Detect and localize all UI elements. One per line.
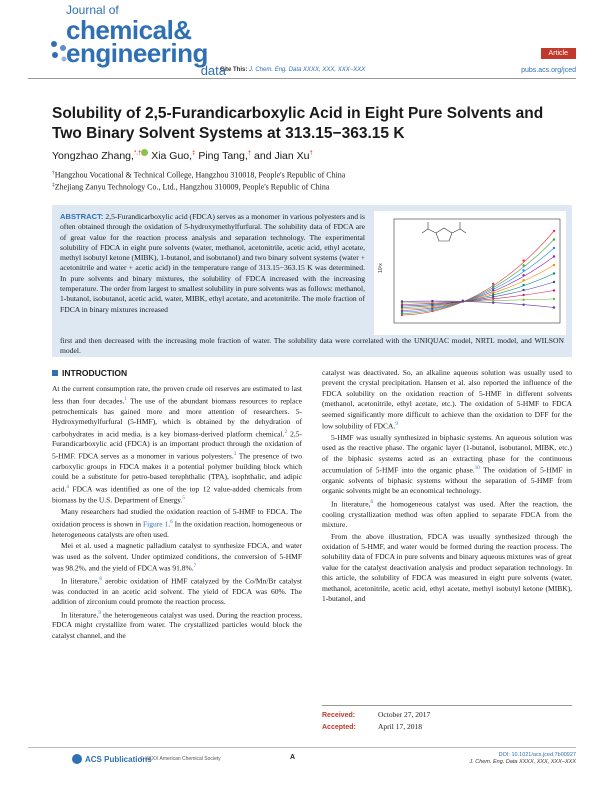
author-list: [52, 149, 313, 162]
affiliation-marker: ‡: [52, 182, 55, 188]
toc-point: [522, 304, 524, 306]
citation-link[interactable]: 6: [370, 499, 373, 505]
section-square-icon: [52, 370, 58, 376]
toc-point: [553, 289, 555, 291]
toc-point: [553, 298, 555, 300]
journal-url-link[interactable]: pubs.acs.org/jced: [521, 67, 576, 74]
toc-point: [522, 279, 524, 281]
abstract-box: [52, 205, 572, 357]
toc-point: [492, 287, 494, 289]
figure-link[interactable]: Figure 1: [142, 519, 169, 529]
right-column: [322, 368, 572, 605]
toc-point: [553, 238, 555, 240]
toc-point: [522, 284, 524, 286]
toc-point: [522, 274, 524, 276]
affiliation-marker: †: [52, 170, 55, 176]
orcid-icon[interactable]: [141, 149, 148, 156]
accepted-label: Accepted:: [322, 724, 356, 731]
journal-name-line1: Journal of: [66, 3, 119, 17]
affiliation: [52, 182, 329, 192]
paragraph: From the above illustration, FDCA was usually synthesized through the oxidation of 5-HMF, and water would be formed during the reaction process. The solubility data of FDCA in pure solvents and binary aqueous mixtures was of great value for the catalyst deactivation analysis and product separation technology. In this article, the solubility of FDCA was measured in eight pure solvents (water, methanol, acetonitrile, acetic acid, ethyl acetate, methyl isobutyl ketone (MIBK), 1-butanol, and: [322, 531, 572, 604]
doi-block: [469, 752, 576, 766]
toc-point: [492, 289, 494, 291]
citation-link[interactable]: 1: [124, 396, 127, 402]
citation-link[interactable]: 10: [474, 466, 480, 472]
section-heading: [52, 368, 302, 378]
toc-y-label: 10³x: [378, 263, 384, 273]
author-name[interactable]: Ping Tang,: [198, 150, 248, 162]
acs-icon: [72, 754, 82, 764]
toc-point: [492, 299, 494, 301]
affiliation-text: Zhejiang Zanyu Technology Co., Ltd., Hangzhou 310009, People's Republic of China: [54, 182, 330, 192]
article-type-badge: Article: [541, 48, 576, 59]
left-column: [52, 368, 302, 642]
footer-citation: J. Chem. Eng. Data XXXX, XXX, XXX−XXX: [469, 759, 576, 765]
toc-point: [553, 247, 555, 249]
journal-logo: [28, 4, 228, 76]
paragraph: In literature,$^8$ aerobic oxidation of HMF catalyzed by the Co/Mn/Br catalyst was conducted in an acetic acid solvent. The yield of FDCA was 60%. The addition of zirconium could promote the reaction process.: [52, 576, 302, 607]
paragraph: In literature,$^6$ the homogeneous catalyst was used. After the reaction, the cooling crystallization method was often applied to separate FDCA from the mixture.: [322, 499, 572, 530]
citation-link[interactable]: 4: [66, 484, 69, 490]
toc-point: [462, 300, 464, 302]
header-divider: [28, 78, 576, 79]
page-number: A: [290, 754, 296, 761]
abstract-body: [60, 212, 365, 315]
doi-link[interactable]: DOI: 10.1021/acs.jced.7b00927: [498, 752, 576, 758]
paragraph: At the current consumption rate, the proven crude oil reserves are estimated to last less than four decades.$^1$ The use of the abundant biomass resources to replace petrochemicals has gained more and more attention of researchers. 5-Hydroxymethylfurfural (5-HMF), which is obtained by the dehydration of carbohydrates in acid media, is a key biomass-derived platform chemical.$^2$ 2,5-Furandicarboxylic acid (FDCA) is an important product through the oxidation of 5-HMF. FDCA serves as a monomer in various polyesters.$^3$ The presence of two carboxylic groups in FDCA makes it a potential polymer building block which could be a substitute for petro-based terephthalic (TPA), isophthalic, and adipic acid.$^4$ FDCA was identified as one of the top 12 value-added chemicals from biomass by the U.S. Department of Energy.$^5$: [52, 384, 302, 505]
author-marker: †: [247, 150, 252, 157]
abstract-continuation: first and then decreased with the increasing mole fraction of water. The solubility data were correlated with the UNIQUAC model, NRTL model, and WILSON model.: [60, 336, 564, 356]
toc-point: [553, 281, 555, 283]
received-label: Received:: [322, 712, 356, 719]
article-dates: [322, 705, 572, 733]
toc-point: [522, 299, 524, 301]
citation-link[interactable]: 6: [170, 519, 173, 525]
citation-link[interactable]: 9: [395, 422, 398, 428]
footer-divider: [28, 747, 576, 748]
abstract-label: ABSTRACT:: [60, 212, 104, 221]
accepted-value: April 17, 2018: [378, 722, 422, 731]
toc-point: [522, 259, 524, 261]
citation-link[interactable]: 3: [233, 451, 237, 457]
toc-point: [401, 300, 403, 302]
author-name[interactable]: Xia Guo,: [151, 150, 193, 162]
affiliation-text: Hangzhou Vocational & Technical College, Hangzhou 310018, People's Republic of China: [54, 170, 346, 180]
dates-divider: [322, 705, 572, 706]
paragraph: Mei et al. used a magnetic palladium catalyst to synthesize FDCA, and water was used as the solvent. Under optimized conditions, the conversion of 5-HMF was 98.2%, and the yield of FDCA was 91.8%.$^7$: [52, 541, 302, 573]
toc-point: [553, 255, 555, 257]
paragraph: Many researchers had studied the oxidation reaction of 5-HMF to FDCA. The oxidation process is shown in Figure 1.$^6$ In the oxidation reaction, homogeneous or heterogeneous catalysts are often used.: [52, 507, 302, 539]
toc-point: [553, 272, 555, 274]
toc-point: [553, 306, 555, 308]
received-date: [322, 709, 572, 721]
toc-point: [492, 297, 494, 299]
affiliation: [52, 170, 345, 180]
author-marker: †: [309, 150, 313, 157]
citation-link[interactable]: 2: [284, 429, 287, 435]
toc-graphic: [374, 211, 566, 335]
section-heading-text: INTRODUCTION: [62, 368, 128, 378]
paragraph: 5-HMF was usually synthesized in biphasic systems. An aqueous solution was used as the reactive phase. The organic layer (1-butanol, isobutanol, MIBK, etc.) of the biphasic systems acted as an extracting phase for the continuous accumulation of 5-HMF into the organic phase.$^{10}$ The oxidation of 5-HMF in organic solvents of biphasic systems without the separation of 5-HMF from organic solvents might be an economical technology.: [322, 432, 572, 496]
toc-point: [522, 294, 524, 296]
citation-link[interactable]: 7: [193, 563, 197, 569]
toc-point: [522, 269, 524, 271]
toc-point: [492, 302, 494, 304]
accepted-date: [322, 721, 572, 733]
author-name[interactable]: and Jian Xu: [254, 150, 310, 162]
toc-point: [553, 230, 555, 232]
article-title: Solubility of 2,5-Furandicarboxylic Acid in Eight Pure Solvents and Two Binary Solvent Systems at 313.15−363.15 K: [52, 105, 544, 142]
received-value: October 27, 2017: [378, 710, 431, 719]
toc-point: [522, 289, 524, 291]
paragraph: catalyst was deactivated. So, an alkaline aqueous solution was usually used to prevent the crystal precipitation. Hansen et al. also reported the influence of the FDCA solubility on the oxidation reaction of 5-HMF in different solvents (methanol, acetonitrile, ethyl acetate, etc.). The oxidation of 5-HMF to FDCA seemed significantly more difficult to achieve than the oxidation to DFF for the low solubility of FDCA.$^9$: [322, 368, 572, 431]
toc-point: [431, 300, 433, 302]
toc-point: [492, 295, 494, 297]
citation-link[interactable]: 9: [98, 610, 101, 616]
citation-link[interactable]: 5: [182, 496, 185, 502]
paragraph: In literature,$^9$ the heterogeneous catalyst was used. During the reaction process, FDCA might crystallize from water. The crystallized particles would block the catalyst channel, and the: [52, 610, 302, 640]
toc-point: [492, 291, 494, 293]
author-name[interactable]: Yongzhao Zhang,: [52, 150, 134, 162]
journal-name-line2: chemical&: [66, 15, 192, 45]
toc-point: [492, 293, 494, 295]
author-marker: ‡: [192, 150, 196, 157]
publisher-name: ACS Publications: [85, 754, 152, 764]
cite-this-line: [220, 67, 365, 73]
copyright-notice: © XXXX American Chemical Society: [140, 756, 221, 762]
toc-point: [492, 285, 494, 287]
journal-name-line3: engineering: [66, 38, 208, 68]
journal-name-line4: data: [200, 63, 226, 78]
citation-link[interactable]: 8: [99, 576, 102, 582]
abstract-text: 2,5-Furandicarboxylic acid (FDCA) serves as a monomer in various polyesters and is often obtained through the oxidation of 5-hydroxymethylfurfural. The solubility data of FDCA are of great value for the reaction process analysis and separation technology. The experimental solubility of FDCA in eight pure solvents (water, methanol, acetonitrile, acetic acid, ethyl acetate, methyl isobutyl ketone (MIBK), 1-butanol, and isobutanol) and two binary solvent systems (water + acetonitrile and water + acetic acid) in the temperature range of 313.15−363.15 K was determined. In pure solvents and binary mixtures, the solubility of FDCA increased with the increasing temperature. The order from largest to smallest solubility in pure solvents was as follows: methanol, 1-butanol, isobutanol, acetic acid, water, MIBK, ethyl acetate, and acetonitrile. The mole fraction of FDCA in binary mixtures increased: [60, 212, 365, 314]
cite-label: Cite This:: [220, 67, 248, 73]
cite-reference-link[interactable]: J. Chem. Eng. Data XXXX, XXX, XXX−XXX: [249, 67, 366, 73]
toc-point: [492, 283, 494, 285]
toc-point: [522, 264, 524, 266]
author-marker: *,†: [133, 150, 142, 157]
toc-point: [553, 264, 555, 266]
